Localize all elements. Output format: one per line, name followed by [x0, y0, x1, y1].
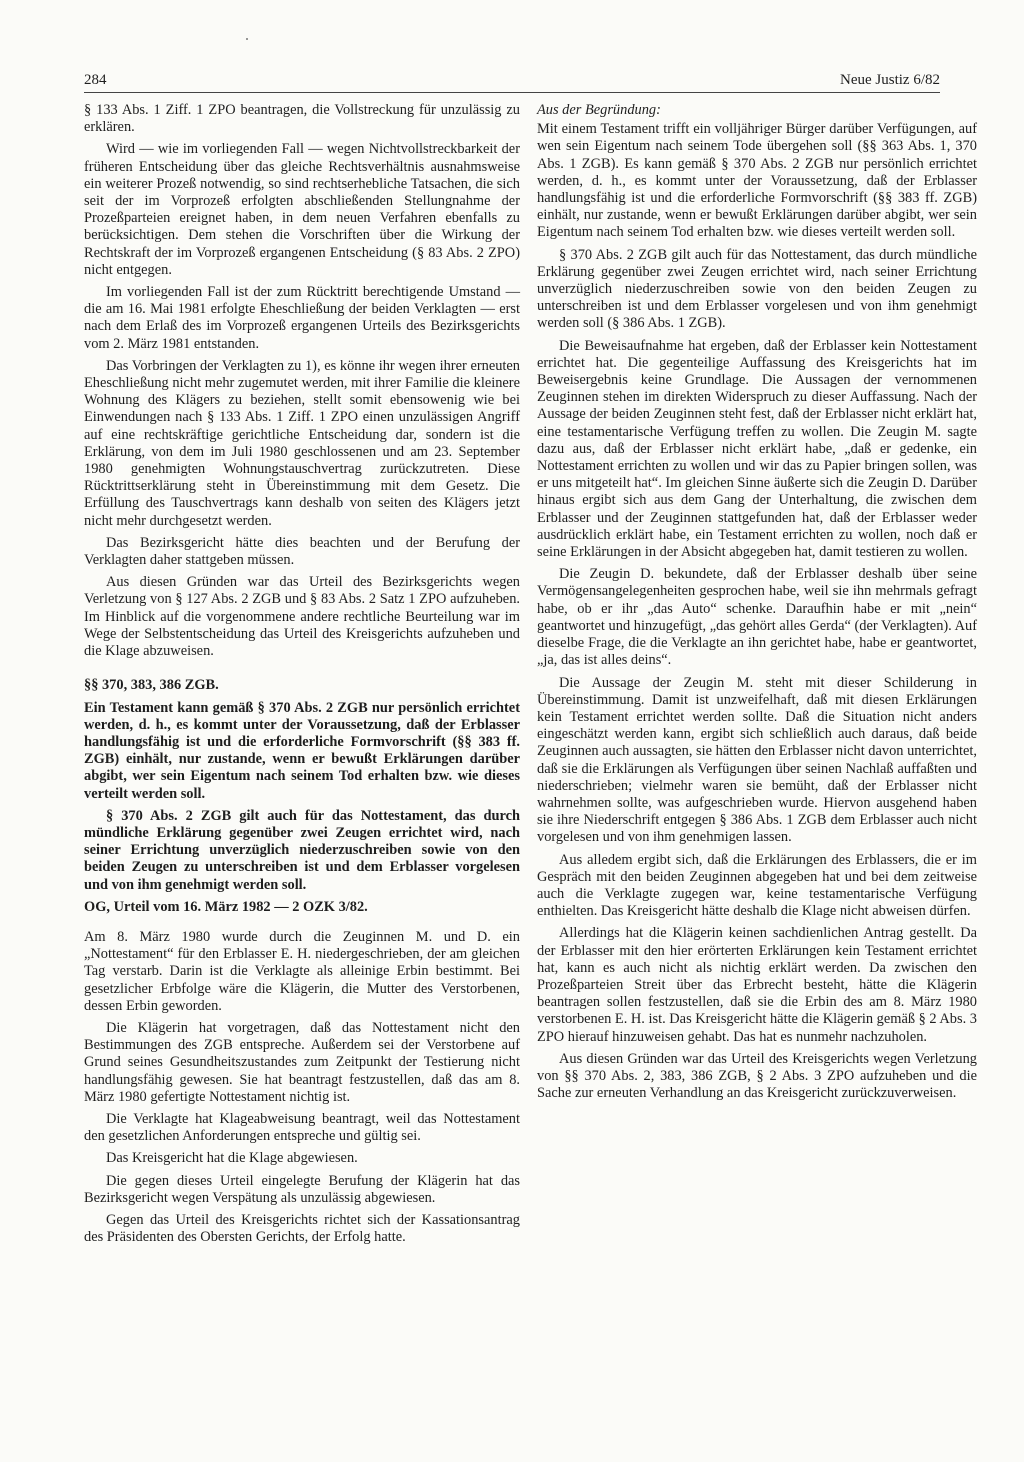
paragraph: Aus diesen Gründen war das Urteil des Kreisgerichts wegen Verletzung von §§ 370 Abs. 2, 383, 386 ZGB, § 2 Abs. 3 ZPO aufzuheben und die Sache zur erneuten Verhandlung an das Kreisgericht zurückzuverweisen.: [537, 1050, 977, 1102]
paragraph: Am 8. März 1980 wurde durch die Zeuginnen M. und D. ein „Nottestament“ für den Erblasser E. H. niedergeschrieben, der am gleichen Tag verstarb. Darin ist die Verklagte als alleinige Erbin bestimmt. Bei gesetzlicher Erbfolge wäre die Klägerin, die Mutter des Verstorbenen, dessen Erbin geworden.: [84, 928, 520, 1014]
section-caption: Aus der Begründung:: [537, 102, 661, 118]
paragraph: Wird — wie im vorliegenden Fall — wegen Nichtvollstreckbarkeit der früheren Entscheidung über das gleiche Rechtsverhältnis ausnahmsweise ein weiterer Prozeß notwendig, so sind rechtserhebliche Tatsachen, die sich seit der im Vorprozeß erfolgten abschließenden Stellungnahme der Prozeßparteien ereignet haben, in dem neuen Verfahren ebenfalls zu berücksichtigen. Dem stehen die Vorschriften über die Wirkung der Rechtskraft der im Vorprozeß ergangenen Entscheidung (§ 83 Abs. 2 ZPO) nicht entgegen.: [84, 141, 520, 278]
paragraph: Gegen das Urteil des Kreisgerichts richtet sich der Kassationsantrag des Präsidenten des Obersten Gerichts, der Erfolg hatte.: [84, 1211, 520, 1246]
journal-issue: Neue Justiz 6/82: [840, 72, 940, 88]
court-citation: OG, Urteil vom 16. März 1982 — 2 OZK 3/82.: [84, 898, 368, 915]
paragraph: Die Beweisaufnahme hat ergeben, daß der Erblasser kein Nottestament errichtet hat. Die gegenteilige Auffassung des Kreisgerichts hat im Beweisergebnis keine Grundlage. Die Aussagen der vernommenen Zeuginnen stehen im direkten Widerspruch zu dieser Auffassung. Nach der Aussage der beiden Zeuginnen steht fest, daß der Erblasser nicht erklärt hat, eine testamentarische Verfügung treffen zu wollen. Die Zeugin M. sagte dazu aus, daß der Erblasser nicht erklärt habe, „daß er gedenke, ein Nottestament errichten zu wollen und wir das zu Papier bringen sollen, was er uns mitgeteilt hat“. Im gleichen Sinne äußerte sich die Zeugin D. Darüber hinaus ergibt sich aus dem Gang der Unterhaltung, die zwischen dem Erblasser und der Zeuginnen stattgefunden hat, daß der Erblasser weder ausdrücklich erklärt habe, ein Testament errichten zu wollen, noch daß er seine Erklärungen in der Absicht abgegeben hat, damit testieren zu wollen.: [537, 337, 977, 561]
paragraph: § 133 Abs. 1 Ziff. 1 ZPO beantragen, die Vollstreckung für unzulässig zu erklären.: [84, 102, 520, 136]
paragraph: Allerdings hat die Klägerin keinen sachdienlichen Antrag gestellt. Da der Erblasser mit den hier erörterten Erklärungen kein Testament errichtet hat, kann es auch nicht als nichtig erklärt werden. Da zwischen den Prozeßparteien Streit über das Erbrecht besteht, hätte die Klägerin beantragen sollen festzustellen, daß sie die Erbin des am 8. März 1980 verstorbenen E. H. ist. Das Kreisgericht hätte die Klägerin gemäß § 2 Abs. 3 ZPO hierauf hinzuweisen gehabt. Das hat es nunmehr nachzuholen.: [537, 925, 977, 1045]
spacer: [84, 921, 520, 929]
left-column: [84, 102, 520, 1251]
page-number: 284: [84, 72, 107, 88]
headnote: Ein Testament kann gemäß § 370 Abs. 2 ZGB nur persönlich errichtet werden, d. h., es kommt unter der Voraussetzung, daß der Erblasser handlungsfähig ist und die erforderliche Formvorschrift (§§ 383 ff. ZGB) einhält, nur zustande, wenn er bewußt Erklärungen darüber abgibt, wer sein Eigentum nach seinem Tod erhalten bzw. wie dieses verteilt werden soll.: [84, 699, 520, 802]
paragraph: Im vorliegenden Fall ist der zum Rücktritt berechtigende Umstand — die am 16. Mai 1981 erfolgte Eheschließung der beiden Verklagten — erst nach dem Erlaß des im Vorprozeß ergangenen Urteils des Bezirksgerichts vom 2. März 1981 entstanden.: [84, 284, 520, 352]
paragraph: Die Zeugin D. bekundete, daß der Erblasser deshalb über seine Vermögensangelegenheiten gesprochen habe, weil sie ihn mehrmals gefragt habe, ob er ihr „das Auto“ schenke. Daraufhin habe er mit „nein“ geantwortet und hinzugefügt, „das gehört alles Gerda“ (der Verklagten). Auf dieselbe Frage, die die Verklagte an ihn gerichtet habe, habe er geantwortet, „ja, das ist alles deins“.: [537, 566, 977, 669]
paragraph: Die Klägerin hat vorgetragen, daß das Nottestament nicht den Bestimmungen des ZGB entspreche. Außerdem sei der Verstorbene auf Grund seines Gesundheitszustandes zum Zeitpunkt der Testierung nicht handlungsfähig gewesen. Sie hat beantragt festzustellen, daß das am 8. März 1980 gefertigte Nottestament nichtig ist.: [84, 1019, 520, 1105]
paragraph: Das Kreisgericht hat die Klage abgewiesen.: [106, 1150, 358, 1167]
headnote: § 370 Abs. 2 ZGB gilt auch für das Nottestament, das durch mündliche Erklärung gegenüber zwei Zeugen errichtet wird, nach seiner Errichtung unverzüglich niederzuschreiben sowie von den beiden Zeugen zu unterschreiben ist und dem Erblasser vorgelesen und von ihm genehmigt werden soll.: [84, 807, 520, 893]
right-column: [537, 102, 977, 1107]
scan-speck: [246, 38, 248, 40]
paragraph: § 370 Abs. 2 ZGB gilt auch für das Nottestament, das durch mündliche Erklärung gegenüber zwei Zeugen errichtet wird, nach seiner Errichtung unverzüglich niederzuschreiben sowie von den beiden Zeugen zu unterschreiben ist und dem Erblasser vorgelesen und von ihm genehmigt werden soll (§ 386 Abs. 1 ZGB).: [537, 246, 977, 332]
statute-reference: §§ 370, 383, 386 ZGB.: [84, 677, 219, 694]
paragraph: Aus diesen Gründen war das Urteil des Bezirksgerichts wegen Verletzung von § 127 Abs. 2 ZGB und § 83 Abs. 2 Satz 1 ZPO aufzuheben. Im Hinblick auf die vorgenommene andere rechtliche Beurteilung war im Wege der Selbstentscheidung das Urteil des Kreisgerichts aufzuheben und die Klage abzuweisen.: [84, 574, 520, 660]
paragraph: Die gegen dieses Urteil eingelegte Berufung der Klägerin hat das Bezirksgericht wegen Verspätung als unzulässig abgewiesen.: [84, 1172, 520, 1206]
spacer: [84, 665, 520, 677]
paragraph: Die Aussage der Zeugin M. steht mit dieser Schilderung in Übereinstimmung. Damit ist unzweifelhaft, daß mit diesen Erklärungen kein Testament errichtet werden sollte. Daß die Situation nicht anders eingeschätzt werden kann, ergibt sich schließlich auch daraus, daß beide Zeuginnen auch aussagten, sie hätten den Erblasser nicht davon unterrichtet, daß sie die Erklärungen als Verfügungen über seinen Nachlaß auffaßten und niederschrieben; vielmehr waren sie bemüht, daß der Erblasser nicht wahrnehmen sollte, was aufgeschrieben wurde. Hiervon ausgehend haben sie ihre Niederschrift entgegen § 386 Abs. 1 ZGB dem Erblasser auch nicht vorgelesen und von ihm genehmigen lassen.: [537, 674, 977, 846]
paragraph: Aus alledem ergibt sich, daß die Erklärungen des Erblassers, die er im Gespräch mit den beiden Zeuginnen abgegeben hat und bei dem zeitweise auch die Verklagte zugegen war, keine testamentarische Verfügung enthielten. Das Kreisgericht hätte deshalb die Klage nicht abweisen dürfen.: [537, 851, 977, 920]
header-rule: [84, 92, 940, 93]
paragraph: Das Bezirksgericht hätte dies beachten und der Berufung der Verklagten daher stattgeben müssen.: [84, 534, 520, 569]
paragraph: Die Verklagte hat Klageabweisung beantragt, weil das Nottestament den gesetzlichen Anforderungen entspreche und gültig sei.: [84, 1110, 520, 1145]
paragraph: Das Vorbringen der Verklagten zu 1), es könne ihr wegen ihrer erneuten Eheschließung nicht mehr zugemutet werden, mit ihrer Familie die kleinere Wohnung des Klägers zu beziehen, stellt somit ebensowenig wie bei Einwendungen nach § 133 Abs. 1 Ziff. 1 ZPO einen unzulässigen Angriff auf eine rechtskräftige gerichtliche Entscheidung dar, sondern ist die Erklärung, von dem im Juli 1980 geschlossenen und am 23. September 1980 genehmigten Wohnungstauschvertrag zurückzutreten. Diese Rücktrittserklärung steht in Übereinstimmung mit dem Gesetz. Die Erfüllung des Tauschvertrags kann deshalb von seiten des Klägers jetzt nicht mehr durchgesetzt werden.: [84, 357, 520, 529]
paragraph: Mit einem Testament trifft ein volljähriger Bürger darüber Verfügungen, auf wen sein Eigentum nach seinem Tode übergehen soll (§§ 363 Abs. 1, 370 Abs. 1 ZGB). Es kann gemäß § 370 Abs. 2 ZGB nur persönlich errichtet werden, d. h., es kommt unter der Voraussetzung, daß der Erblasser handlungsfähig ist und die erforderliche Formvorschrift (§§ 383 ff. ZGB) einhält, nur zustande, wenn er bewußt Erklärungen darüber abgibt, wer sein Eigentum nach seinem Tod erhalten bzw. wie dieses verteilt werden soll.: [537, 121, 977, 241]
